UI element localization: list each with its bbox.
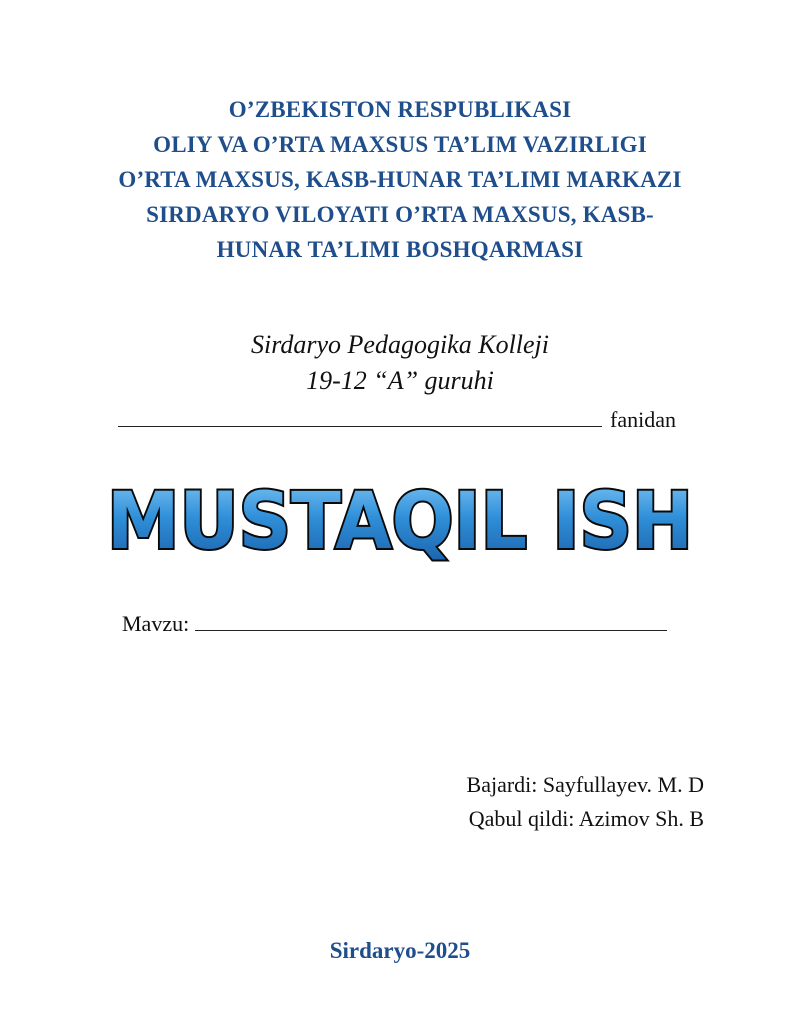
- performed-by: Bajardi: Sayfullayev. M. D: [466, 772, 704, 797]
- header-line: OLIY VA O’RTA MAXSUS TA’LIM VAZIRLIGI: [153, 132, 647, 157]
- group-name: 19-12 “A” guruhi: [306, 366, 494, 395]
- college-block: [0, 327, 800, 399]
- footer-place-year: Sirdaryo-2025: [329, 938, 471, 963]
- topic-line: [122, 608, 722, 639]
- topic-label: Mavzu:: [122, 611, 190, 636]
- header-line: HUNAR TA’LIMI BOSHQARMASI: [216, 237, 584, 262]
- topic-blank: [195, 608, 667, 631]
- title-banner: [100, 470, 700, 570]
- signatures-block: [467, 768, 704, 836]
- title-graphic: [100, 470, 700, 570]
- ministry-header: [0, 92, 800, 267]
- accepted-by: Qabul qildi: Azimov Sh. B: [468, 806, 704, 831]
- header-line: O’ZBEKISTON RESPUBLIKASI: [228, 97, 572, 122]
- title-text: MUSTAQIL ISH: [107, 477, 693, 567]
- subject-blank: [118, 404, 602, 427]
- subject-suffix: fanidan: [610, 407, 676, 432]
- college-name: Sirdaryo Pedagogika Kolleji: [251, 330, 549, 359]
- header-line: SIRDARYO VILOYATI O’RTA MAXSUS, KASB-: [146, 202, 654, 227]
- subject-line: [118, 404, 718, 435]
- header-line: O’RTA MAXSUS, KASB-HUNAR TA’LIMI MARKAZI: [118, 167, 682, 192]
